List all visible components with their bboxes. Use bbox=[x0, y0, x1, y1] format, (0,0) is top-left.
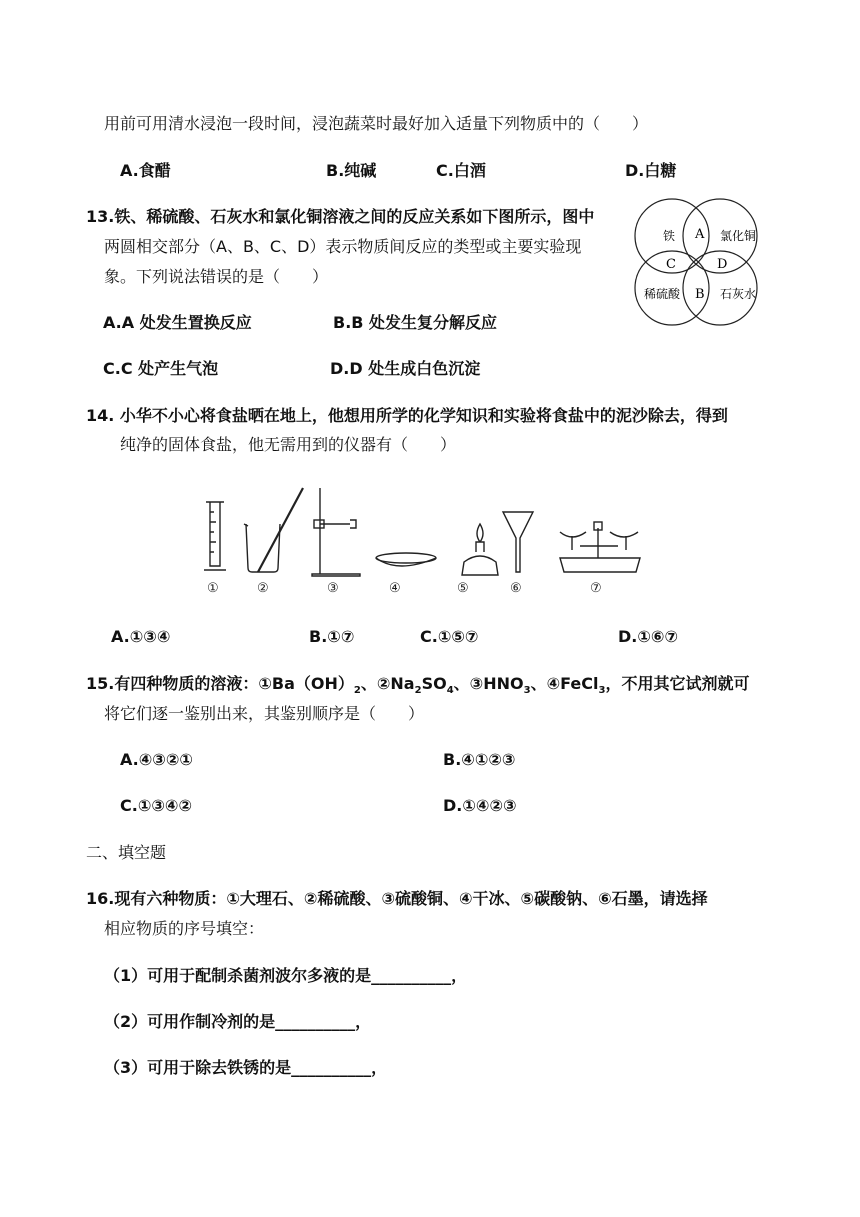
venn-region-b: B bbox=[695, 287, 705, 302]
q13-stem-line1: 13.铁、稀硫酸、石灰水和氯化铜溶液之间的反应关系如下图所示，图中 bbox=[86, 207, 595, 226]
venn-region-a: A bbox=[695, 227, 705, 242]
q16-stem-line2: 相应物质的序号填空： bbox=[104, 919, 265, 938]
apparatus-label-4: ④ bbox=[389, 581, 401, 596]
apparatus-label-2: ② bbox=[257, 581, 269, 596]
q16-item-1: （1）可用于配制杀菌剂波尔多液的是__________， bbox=[104, 966, 468, 985]
alcohol-lamp-icon bbox=[462, 524, 498, 575]
q15-stem-line2: 将它们逐一鉴别出来，其鉴别顺序是（ ） bbox=[104, 704, 425, 723]
q15-option-b: B.④①②③ bbox=[443, 750, 516, 769]
q14-stem-line1: 14. 小华不小心将食盐晒在地上，他想用所学的化学知识和实验将食盐中的泥沙除去，得到 bbox=[86, 406, 728, 425]
q14-option-a: A.①③④ bbox=[111, 627, 171, 646]
venn-region-c: C bbox=[666, 257, 676, 272]
q12-option-a: A.食醋 bbox=[120, 161, 171, 180]
balance-icon bbox=[560, 522, 640, 572]
glass-rod-icon bbox=[258, 488, 303, 572]
q15-option-c: C.①③④② bbox=[120, 796, 193, 815]
iron-stand-icon bbox=[312, 488, 360, 576]
evaporating-dish-icon bbox=[376, 553, 436, 566]
q13-option-a: A.A 处发生置换反应 bbox=[103, 313, 252, 332]
venn-diagram bbox=[630, 196, 788, 332]
q12-option-d: D.白糖 bbox=[625, 161, 677, 180]
apparatus-label-6: ⑥ bbox=[510, 581, 522, 596]
venn-label-sulfuric-acid: 稀硫酸 bbox=[644, 287, 681, 301]
venn-label-iron: 铁 bbox=[663, 229, 676, 243]
q13-option-c: C.C 处产生气泡 bbox=[103, 359, 219, 378]
apparatus-figure bbox=[200, 480, 650, 600]
q12-option-c: C.白酒 bbox=[436, 161, 486, 180]
venn-region-d: D bbox=[717, 257, 728, 272]
q15-stem-line1: 15.有四种物质的溶液：$①Ba(OH)_2$、$②Na_2SO_4$、$③HNO_3$、④FeCl$_3$，不用其它试剂就可 bbox=[86, 674, 750, 697]
apparatus-label-3: ③ bbox=[327, 581, 339, 596]
q14-option-d: D.①⑥⑦ bbox=[618, 627, 678, 646]
venn-label-limewater: 石灰水 bbox=[720, 287, 757, 301]
apparatus-label-5: ⑤ bbox=[457, 581, 469, 596]
q12-option-b: B.纯碱 bbox=[326, 161, 377, 180]
q13-stem-line3: 象。下列说法错误的是（ ） bbox=[104, 267, 329, 286]
q14-stem-line2: 纯净的固体食盐，他无需用到的仪器有（ ） bbox=[120, 435, 457, 454]
q13-stem-line2: 两圆相交部分（A、B、C、D）表示物质间反应的类型或主要实验现 bbox=[104, 237, 582, 256]
venn-label-copper-chloride: 氯化铜 bbox=[720, 229, 757, 243]
graduated-cylinder-icon bbox=[204, 502, 226, 570]
q14-option-b: B.①⑦ bbox=[309, 627, 355, 646]
funnel-icon bbox=[503, 512, 533, 572]
q15-option-a: A.④③②① bbox=[120, 750, 193, 769]
q15-option-d: D.①④②③ bbox=[443, 796, 517, 815]
q13-option-b: B.B 处发生复分解反应 bbox=[333, 313, 498, 332]
section-title-fill-in: 二、填空题 bbox=[86, 843, 167, 862]
q13-option-d: D.D 处生成白色沉淀 bbox=[330, 359, 481, 378]
apparatus-label-7: ⑦ bbox=[590, 581, 602, 596]
q16-item-2: （2）可用作制冷剂的是__________， bbox=[104, 1012, 372, 1031]
q12-stem-continuation: 用前可用清水浸泡一段时间，浸泡蔬菜时最好加入适量下列物质中的（ ） bbox=[104, 114, 649, 133]
apparatus-label-1: ① bbox=[207, 581, 219, 596]
q14-option-c: C.①⑤⑦ bbox=[420, 627, 479, 646]
q16-item-3: （3）可用于除去铁锈的是__________， bbox=[104, 1058, 388, 1077]
q16-stem-line1: 16.现有六种物质：①大理石、②稀硫酸、③硫酸铜、④干冰、⑤碳酸钠、⑥石墨，请选择 bbox=[86, 889, 708, 908]
